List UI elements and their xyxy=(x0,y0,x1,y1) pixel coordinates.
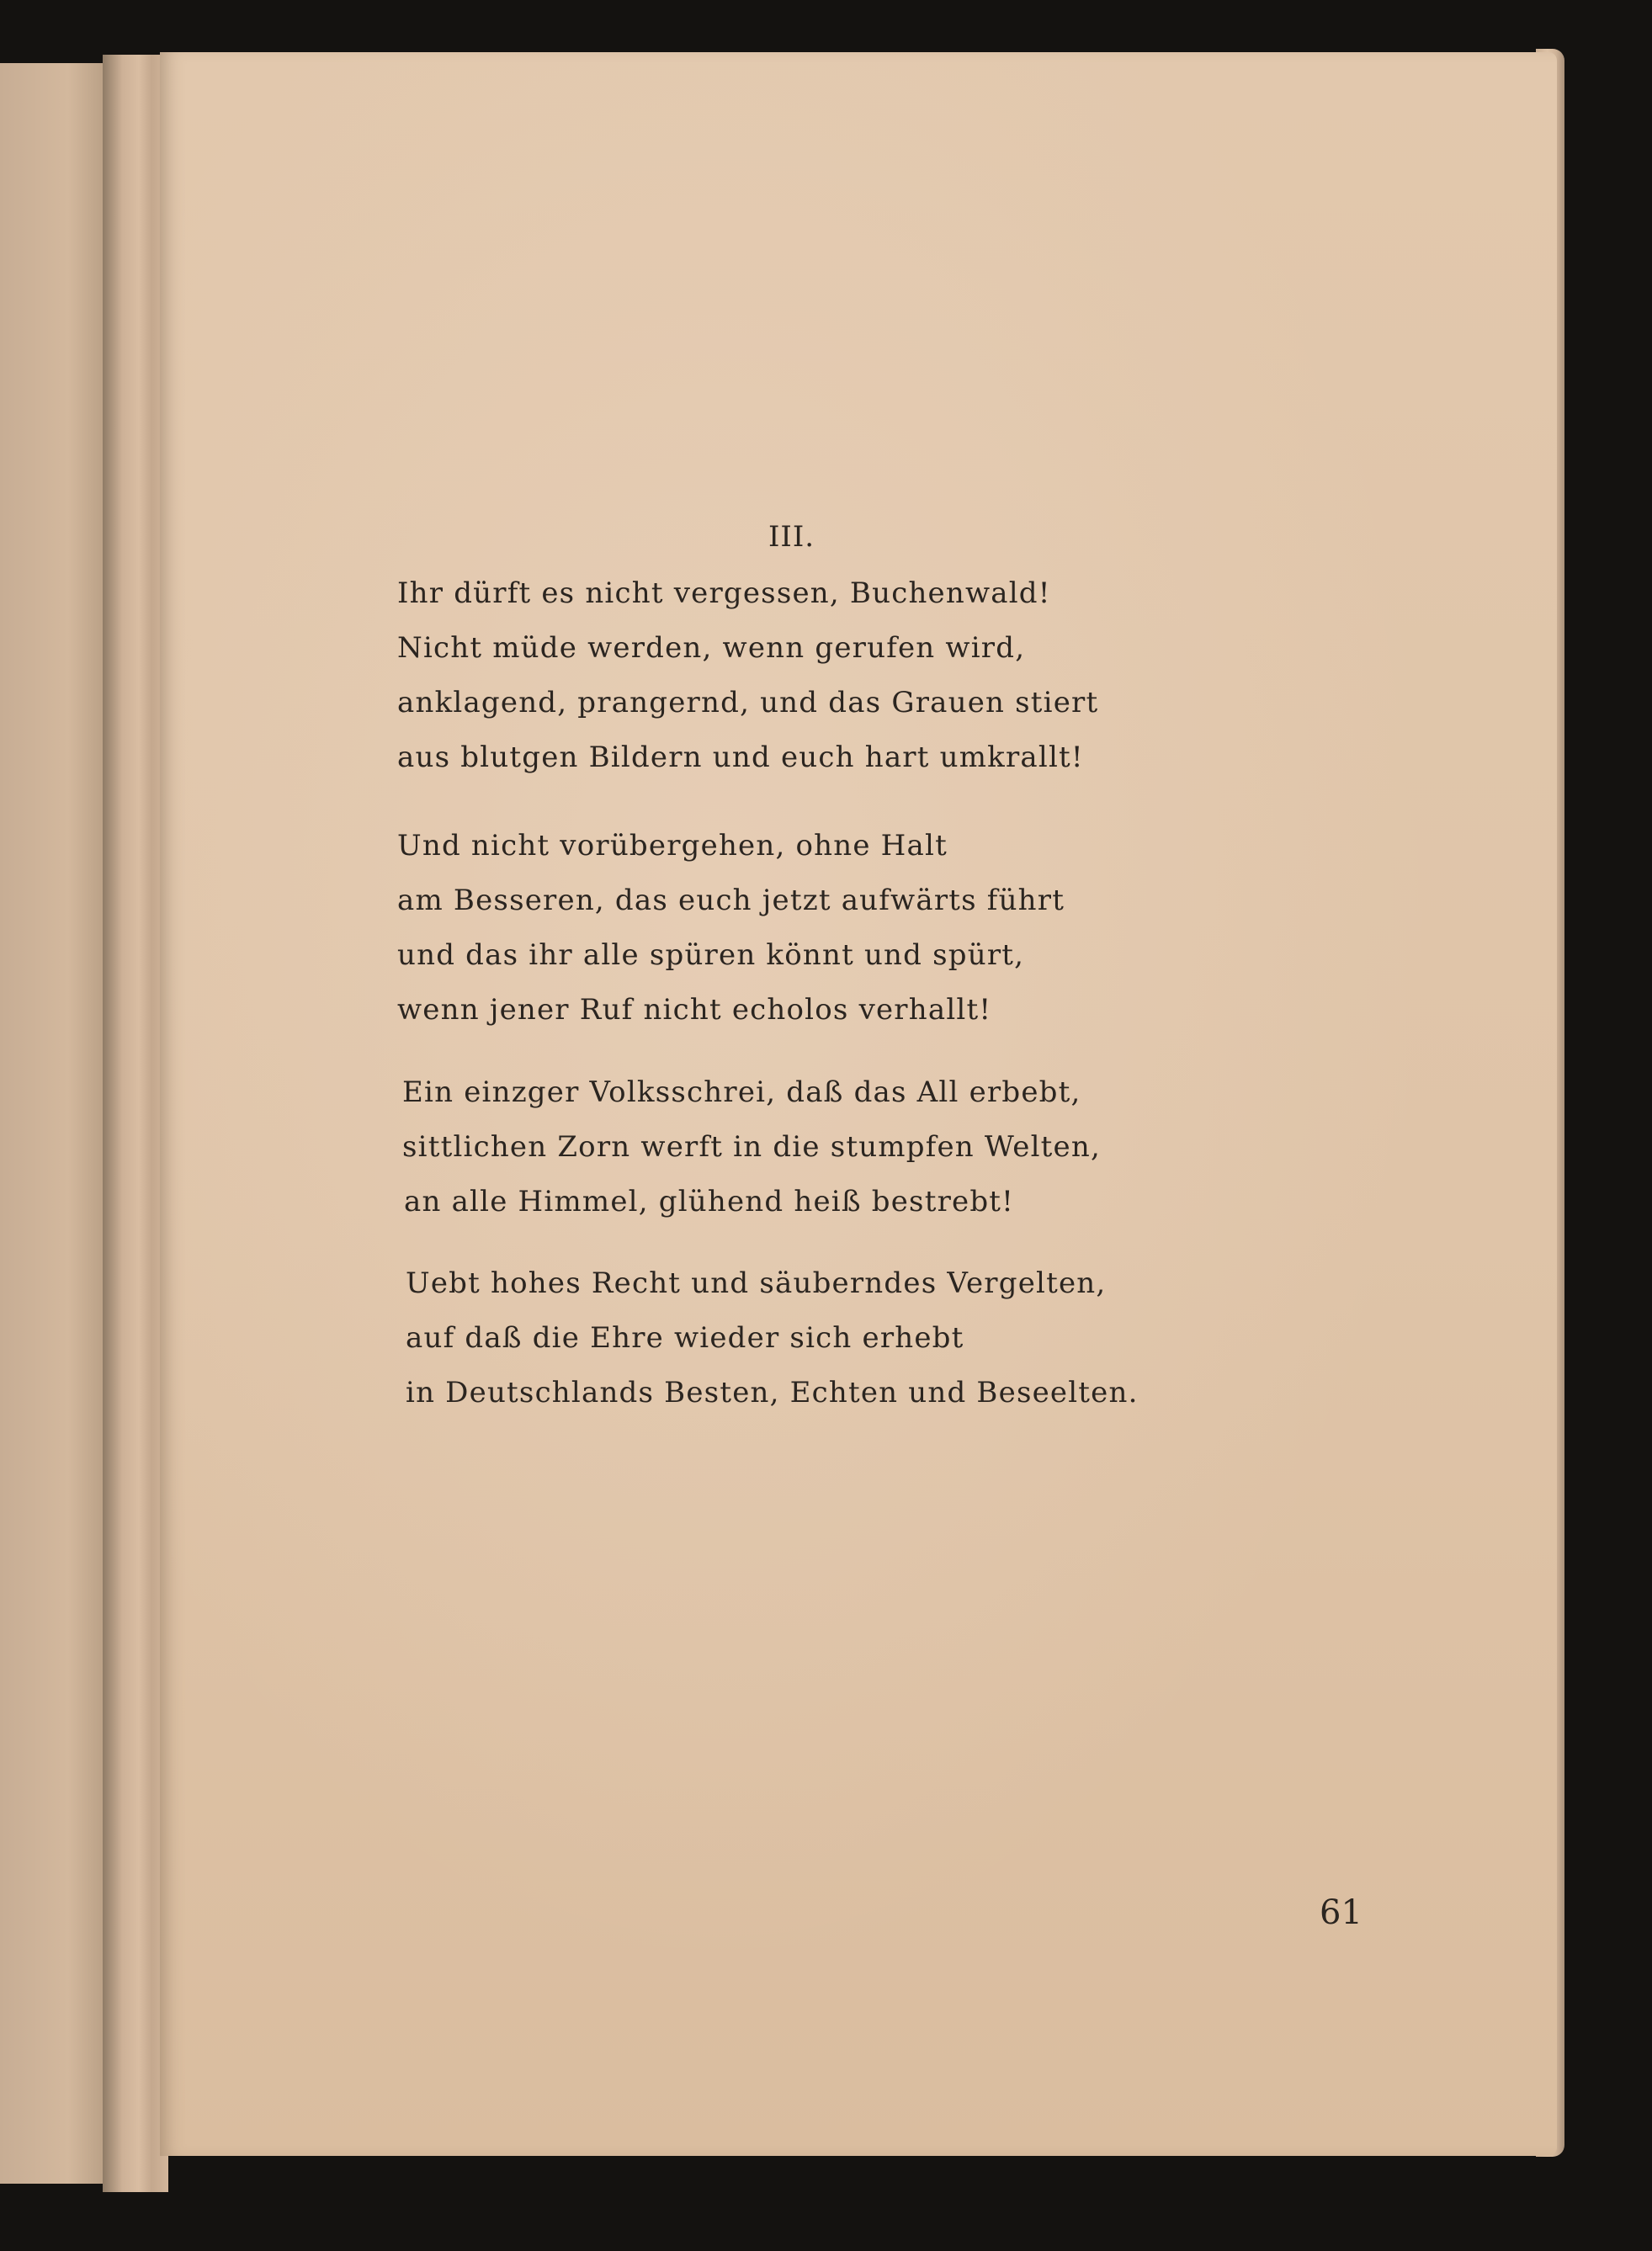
poem-line: wenn jener Ruf nicht echolos verhallt! xyxy=(397,993,992,1027)
left-facing-page xyxy=(0,63,114,2184)
poem-line: anklagend, prangernd, und das Grauen stiert xyxy=(397,686,1099,719)
poem-line: Und nicht vorübergehen, ohne Halt xyxy=(397,829,948,863)
poem-line: Ihr dürft es nicht vergessen, Buchenwald! xyxy=(397,576,1051,610)
poem-line: sittlichen Zorn werft in die stumpfen Welten, xyxy=(402,1130,1101,1164)
section-heading: III. xyxy=(768,520,815,554)
poem-line: auf daß die Ehre wieder sich erhebt xyxy=(406,1321,964,1355)
poem-line: und das ihr alle spüren könnt und spürt, xyxy=(397,938,1025,972)
poem-line: an alle Himmel, glühend heiß bestrebt! xyxy=(404,1185,1015,1218)
poem-line: am Besseren, das euch jetzt aufwärts führt xyxy=(397,884,1065,917)
poem-line: in Deutschlands Besten, Echten und Beseelten. xyxy=(406,1376,1139,1410)
poem-line: Nicht müde werden, wenn gerufen wird, xyxy=(397,631,1026,665)
poem-line: Uebt hohes Recht und säuberndes Vergelten, xyxy=(406,1266,1107,1300)
poem-line: Ein einzger Volksschrei, daß das All erbebt, xyxy=(402,1075,1081,1109)
page-number: 61 xyxy=(1320,1893,1363,1932)
book-gutter xyxy=(103,55,168,2192)
poem-line: aus blutgen Bildern und euch hart umkrallt! xyxy=(397,741,1084,774)
